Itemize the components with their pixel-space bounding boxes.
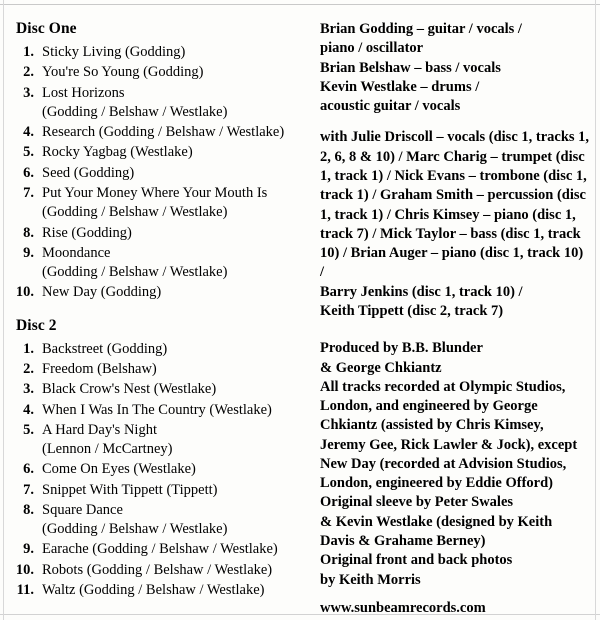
track-title: Black Crow's Nest (Westlake): [42, 381, 217, 398]
content-columns: [12, 20, 590, 616]
guest-musician-credits: [320, 128, 590, 321]
production-credit-line: Produced by B.B. Blunder: [320, 340, 483, 357]
production-credit-line: & George Chkiantz: [320, 359, 442, 376]
credits-column: [312, 20, 590, 616]
track-number: 1.: [23, 44, 34, 60]
track-title: Earache (Godding / Belshaw / Westlake): [42, 541, 278, 558]
guest-credit-line: 1, track 1) / Chris Kimsey – piano (disc 1,: [320, 206, 576, 223]
guest-credit-line: 1, track 1) / Nick Evans – trombone (disc 1,: [320, 167, 587, 184]
list-item: [12, 360, 312, 379]
track-title: Rise (Godding): [42, 224, 132, 241]
list-item: [12, 380, 312, 399]
track-number: 8.: [23, 501, 34, 518]
production-credit-line: All tracks recorded at Olympic Studios,: [320, 378, 566, 395]
track-number: 8.: [23, 224, 34, 241]
guest-credit-line: 10) / Brian Auger – piano (disc 1, track 10) /: [320, 245, 584, 281]
guest-credit-line: 2, 6, 8 & 10) / Marc Charig – trumpet (disc: [320, 148, 585, 165]
track-title: A Hard Day's Night: [42, 421, 157, 438]
track-number: 5.: [23, 421, 34, 438]
track-number: 4.: [23, 124, 34, 141]
track-title: Waltz (Godding / Belshaw / Westlake): [42, 582, 265, 599]
band-credits: [320, 20, 590, 116]
list-item: [12, 63, 312, 82]
track-credit: (Godding / Belshaw / Westlake): [42, 264, 228, 281]
list-item: [12, 84, 312, 123]
website-url[interactable]: www.sunbeamrecords.com: [320, 599, 486, 616]
track-title: Robots (Godding / Belshaw / Westlake): [42, 561, 273, 578]
track-credit: (Lennon / McCartney): [42, 441, 173, 458]
production-credit-line: Original front and back photos: [320, 552, 513, 569]
track-number: 7.: [23, 184, 34, 201]
list-item: [12, 401, 312, 420]
track-number: 1.: [23, 340, 34, 357]
track-number: 3.: [23, 84, 34, 101]
track-title: New Day (Godding): [42, 284, 162, 301]
production-credits: [320, 339, 590, 590]
page-border-right: [595, 0, 596, 620]
production-credit-line: London, engineered by Eddie Offord): [320, 475, 553, 492]
list-item: [12, 501, 312, 540]
list-item: [12, 283, 312, 302]
list-item: [12, 143, 312, 162]
page-border-top: [0, 4, 600, 5]
production-credit-line: New Day (recorded at Advision Studios,: [320, 455, 567, 472]
track-number: 2.: [23, 360, 34, 377]
list-item: [12, 581, 312, 600]
list-item: [12, 340, 312, 359]
page-border-left: [3, 0, 4, 620]
track-title: Research (Godding / Belshaw / Westlake): [42, 124, 285, 141]
production-credit-line: by Keith Morris: [320, 571, 421, 588]
list-item: [12, 421, 312, 460]
track-title: Come On Eyes (Westlake): [42, 461, 196, 478]
guest-credit-line: track 7) / Mick Taylor – bass (disc 1, track: [320, 225, 581, 242]
track-number: 10.: [15, 284, 34, 301]
list-item: [12, 224, 312, 243]
track-credit: (Godding / Belshaw / Westlake): [42, 103, 228, 120]
track-credit: (Godding / Belshaw / Westlake): [42, 204, 228, 221]
track-title: Rocky Yagbag (Westlake): [42, 144, 193, 161]
track-number: 11.: [16, 582, 34, 599]
guest-credit-line: with Julie Driscoll – vocals (disc 1, tracks 1,: [320, 129, 590, 146]
track-credit: (Godding / Belshaw / Westlake): [42, 521, 228, 538]
list-item: [12, 123, 312, 142]
track-title: Backstreet (Godding): [42, 340, 168, 357]
list-item: [12, 244, 312, 283]
list-item: [12, 43, 312, 62]
track-number: 3.: [23, 381, 34, 398]
track-number: 10.: [15, 561, 34, 578]
track-title: Square Dance: [42, 501, 123, 518]
production-credit-line: London, and engineered by George: [320, 398, 538, 415]
track-number: 6.: [23, 461, 34, 478]
production-credit-line: Jeremy Gee, Rick Lawler & Jock), except: [320, 436, 578, 453]
track-title: Moondance: [42, 244, 111, 261]
track-number: 5.: [23, 144, 34, 161]
tracklist-column: [12, 20, 312, 608]
band-credit-line: Brian Belshaw – bass / vocals: [320, 59, 501, 76]
track-number: 6.: [23, 164, 34, 181]
guest-credit-line: track 1) / Graham Smith – percussion (disc: [320, 187, 586, 204]
track-title: Freedom (Belshaw): [42, 360, 157, 377]
disc-one-tracklist: [12, 43, 312, 303]
track-title: Seed (Godding): [42, 164, 135, 181]
production-credit-line: Davis & Grahame Berney): [320, 533, 486, 550]
list-item: [12, 540, 312, 559]
list-item: [12, 164, 312, 183]
guest-credit-line: Barry Jenkins (disc 1, track 10) /: [320, 283, 523, 300]
track-title: Snippet With Tippett (Tippett): [42, 481, 218, 498]
band-credit-line: Kevin Westlake – drums /: [320, 78, 480, 95]
track-title: You're So Young (Godding): [42, 64, 204, 81]
list-item: [12, 184, 312, 223]
track-number: 9.: [23, 541, 34, 558]
track-title: Sticky Living (Godding): [42, 44, 186, 60]
guest-credit-line: Keith Tippett (disc 2, track 7): [320, 302, 504, 319]
band-credit-line: acoustic guitar / vocals: [320, 98, 461, 115]
list-item: [12, 481, 312, 500]
production-credit-line: & Kevin Westlake (designed by Keith: [320, 513, 553, 530]
disc-two-tracklist: [12, 340, 312, 601]
production-credit-line: Chkiantz (assisted by Chris Kimsey,: [320, 417, 544, 434]
track-title: When I Was In The Country (Westlake): [42, 401, 272, 418]
track-number: 2.: [23, 64, 34, 81]
band-credit-line: Brian Godding – guitar / vocals /: [320, 21, 522, 37]
disc-two-heading: Disc 2: [16, 316, 57, 334]
track-number: 4.: [23, 401, 34, 418]
track-title: Lost Horizons: [42, 84, 125, 101]
list-item: [12, 561, 312, 580]
production-credit-line: Original sleeve by Peter Swales: [320, 494, 514, 511]
track-number: 7.: [23, 481, 34, 498]
track-number: 9.: [23, 244, 34, 261]
track-title: Put Your Money Where Your Mouth Is: [42, 184, 268, 201]
band-credit-line: piano / oscillator: [320, 40, 424, 57]
disc-one-heading: Disc One: [16, 20, 77, 37]
list-item: [12, 460, 312, 479]
